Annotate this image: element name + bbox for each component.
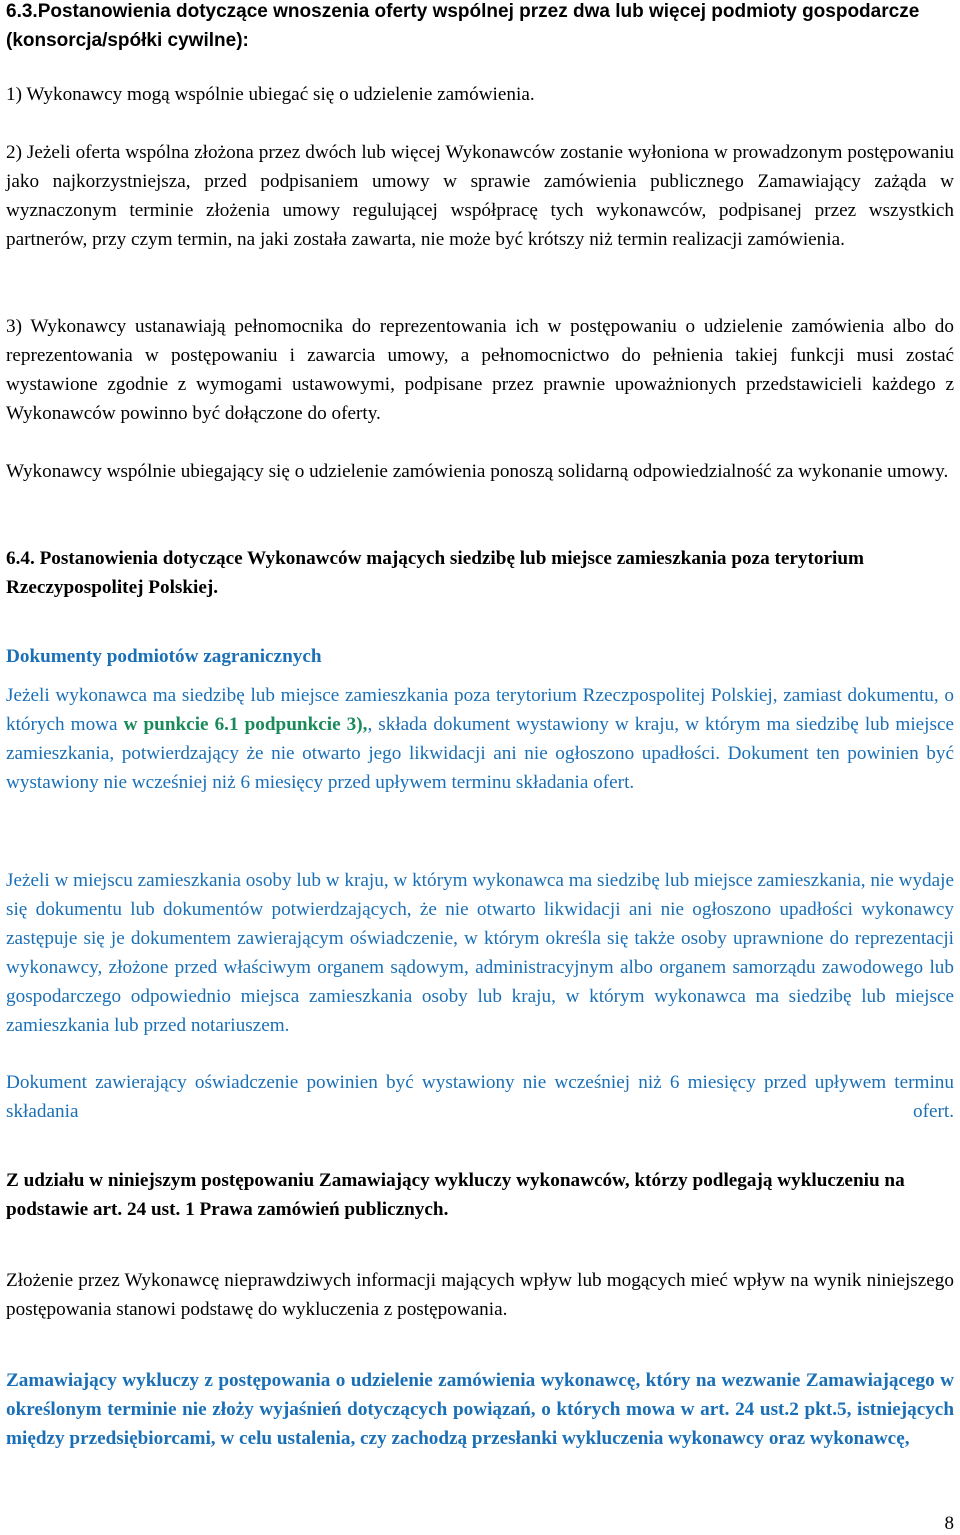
section-6-3-heading: 6.3.Postanowienia dotyczące wnoszenia oferty wspólnej przez dwa lub więcej podmioty gospodarcze (konsorcja/spółki cywilne): — [6, 1, 920, 51]
section-6-3-point-1: 1) Wykonawcy mogą wspólnie ubiegać się o udzielenie zamówienia. — [6, 84, 535, 105]
foreign-doc-text-a: Jeżeli wykonawca ma siedzibę lub miejsce zamieszkania poza terytorium Rzeczpospolitej Polskiej, zamiast dokumentu, o których mowa — [6, 685, 954, 735]
section-6-3-joint-liability: Wykonawcy wspólnie ubiegający się o udzielenie zamówienia ponoszą solidarną odpowiedzialność za wykonanie umowy. — [6, 461, 949, 482]
section-6-3-point-2: 2) Jeżeli oferta wspólna złożona przez dwóch lub więcej Wykonawców zostanie wyłoniona w prowadzonym postępowaniu jako najkorzystniejsza, przed podpisaniem umowy w sprawie zamówienia publicznego Zamawiający zażąda w wyznaczonym terminie złożenia umowy regulującej współpracę tych wykonawców, podpisanej przez wszystkich partnerów, przy czym termin, na jaki została zawarta, nie może być krótszy niż termin realizacji zamówienia. — [6, 142, 954, 250]
foreign-documents-paragraph-1 — [6, 681, 954, 797]
foreign-documents-paragraph-2: Jeżeli w miejscu zamieszkania osoby lub w kraju, w którym wykonawca ma siedzibę lub miejsce zamieszkania, nie wydaje się dokumentu lub dokumentów potwierdzających, że nie otwarto likwidacji ani nie ogłoszono upadłości wykonawcy zastępuje się je dokumentem zawierającym oświadczenie, w którym określa się także osoby uprawnione do reprezentacji wykonawcy, złożone przed właściwym organem sądowym, administracyjnym albo organem samorządu zawodowego lub gospodarczego odpowiednio miejsca zamieszkania osoby lub kraju, w którym wykonawca ma siedzibę lub miejsce zamieszkania lub przed notariuszem. — [6, 870, 954, 1036]
page-number: 8 — [944, 1513, 954, 1534]
foreign-documents-paragraph-3: Dokument zawierający oświadczenie powinien być wystawiony nie wcześniej niż 6 miesięcy przed upływem terminu składania ofert. — [6, 1072, 954, 1122]
foreign-doc-text-c: , składa dokument wystawiony w kraju, w którym ma siedzibę lub miejsce zamieszkania, potwierdzający że nie otwarto jego likwidacji ani nie ogłoszono upadłości. Dokument ten powinien być wystawiony nie wcześniej niż 6 miesięcy przed upływem terminu składania ofert. — [6, 714, 954, 793]
section-6-4-heading: 6.4. Postanowienia dotyczące Wykonawców mających siedzibę lub miejsce zamieszkania poza terytorium Rzeczypospolitej Polskiej. — [6, 548, 864, 598]
foreign-doc-reference: w punkcie 6.1 podpunkcie 3), — [123, 714, 368, 735]
exclusion-statement: Z udziału w niniejszym postępowaniu Zamawiający wykluczy wykonawców, którzy podlegają wykluczeniu na podstawie art. 24 ust. 1 Prawa zamówień publicznych. — [6, 1170, 905, 1220]
foreign-documents-subheading: Dokumenty podmiotów zagranicznych — [6, 646, 322, 667]
exclusion-explanations-paragraph: Zamawiający wykluczy z postępowania o udzielenie zamówienia wykonawcę, który na wezwanie Zamawiającego w określonym terminie nie złoży wyjaśnień dotyczących powiązań, o których mowa w art. 24 ust.2 pkt.5, istniejących między przedsiębiorcami, w celu ustalenia, czy zachodzą przesłanki wykluczenia wykonawcy oraz wykonawcę, — [6, 1370, 954, 1449]
section-6-3-point-3: 3) Wykonawcy ustanawiają pełnomocnika do reprezentowania ich w postępowaniu o udzielenie zamówienia albo do reprezentowania w postępowaniu i zawarcia umowy, a pełnomocnictwo do pełnienia takiej funkcji musi zostać wystawione zgodnie z wymogami ustawowymi, podpisane przez prawnie upoważnionych przedstawicieli każdego z Wykonawców powinno być dołączone do oferty. — [6, 316, 954, 424]
false-information-paragraph: Złożenie przez Wykonawcę nieprawdziwych informacji mających wpływ lub mogących mieć wpływ na wynik niniejszego postępowania stanowi podstawę do wykluczenia z postępowania. — [6, 1270, 954, 1320]
